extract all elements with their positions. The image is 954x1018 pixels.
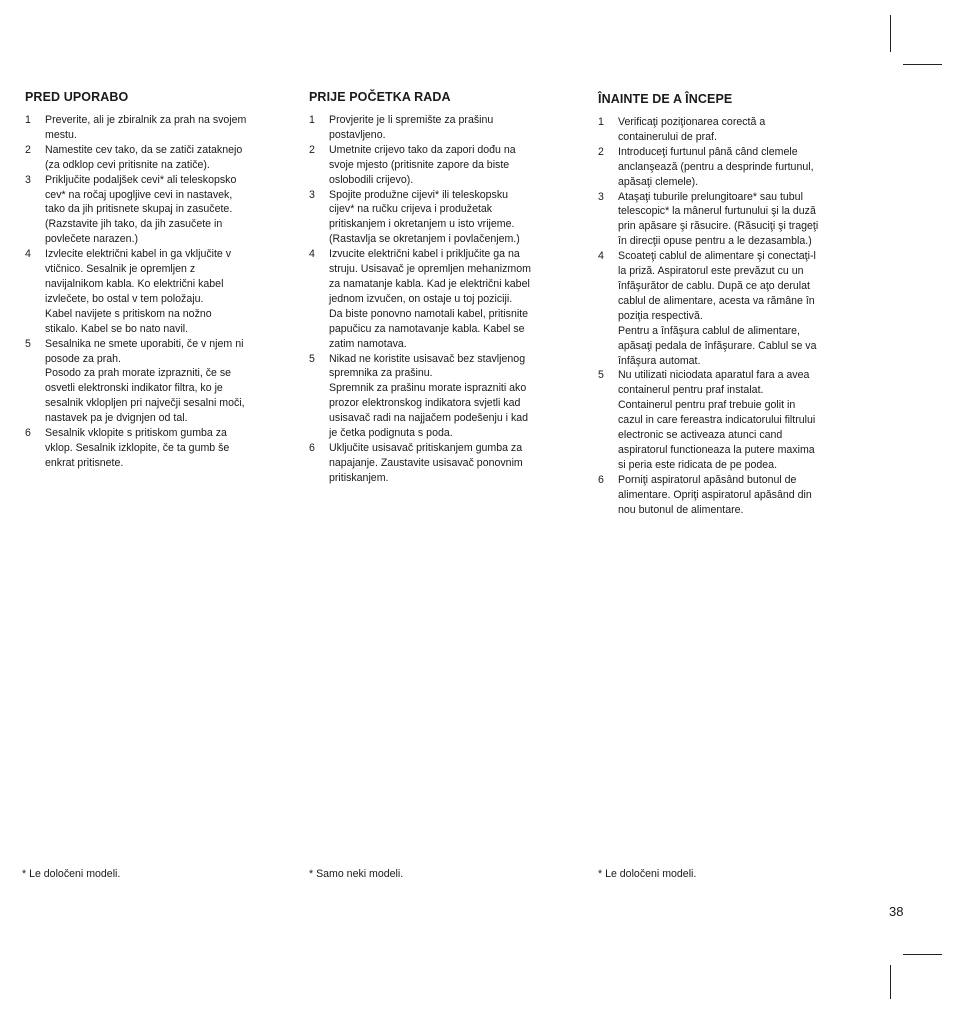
item-number: 5 xyxy=(25,337,31,350)
list-item xyxy=(598,249,868,368)
item-number: 2 xyxy=(309,143,315,156)
section-heading: ÎNAINTE DE A ÎNCEPE xyxy=(598,92,733,106)
item-body xyxy=(618,368,868,472)
item-number: 4 xyxy=(25,248,31,261)
footnote-romanian: * Le določeni modeli. xyxy=(598,868,697,880)
item-paragraph: Sesalnika ne smete uporabiti, če v njem ni posode za prah. xyxy=(45,337,244,365)
list-item xyxy=(598,115,868,145)
item-body xyxy=(45,143,290,173)
item-paragraph: Namestite cev tako, da se zatiči zataknejo (za odklop cevi pritisnite na zatiče). xyxy=(45,143,243,171)
item-paragraph: Umetnite crijevo tako da zapori dođu na svoje mjesto (pritisnite zapore da biste oslobodili crijevo). xyxy=(329,143,516,186)
item-paragraph: Scoateţi cablul de alimentare şi conectaţi-l la priză. Aspiratorul este prevăzut cu un înfăşurător de cablu. După ce aţo derulat cablul de alimentare, acesta va rămâne în poziţia respectivă. xyxy=(618,250,816,322)
item-paragraph: Porniţi aspiratorul apăsând butonul de alimentare. Opriţi aspiratorul apăsând din nou butonul de alimentare. xyxy=(618,473,812,516)
item-number: 1 xyxy=(598,116,604,128)
item-body xyxy=(618,473,868,518)
list-item xyxy=(598,190,868,250)
section-heading: PRED UPORABO xyxy=(25,90,129,104)
item-paragraph: Izvucite električni kabel i priključite ga na struju. Usisavač je opremljen mehanizmom za namatanje kabla. Kad je električni kabel jednom izvučen, on ostaje u toj poziciji. xyxy=(329,248,531,305)
item-body xyxy=(618,249,868,368)
column-slovenian xyxy=(25,90,290,471)
item-body xyxy=(45,113,290,143)
item-paragraph: Pentru a înfăşura cablul de alimentare, apăsaţi pedala de înfăşurare. Cablul se va înfăşura automat. xyxy=(618,324,817,367)
list-item xyxy=(309,188,579,248)
item-paragraph: Provjerite je li spremište za prašinu postavljeno. xyxy=(329,114,494,141)
footnote-croatian: * Samo neki modeli. xyxy=(309,868,404,880)
item-number: 4 xyxy=(309,248,315,261)
item-body xyxy=(329,188,579,248)
item-paragraph: Spremnik za prašinu morate isprazniti ako prozor elektronskog indikatora svjetli kad usisavač radi na najjačem podešenju i kad je četka podignuta s poda. xyxy=(329,382,529,440)
item-body xyxy=(329,247,579,351)
item-body xyxy=(329,441,579,486)
item-paragraph: Nu utilizati niciodata aparatul fara a avea containerul pentru praf instalat. xyxy=(618,369,810,397)
list-item xyxy=(25,247,290,336)
item-number: 2 xyxy=(25,143,31,156)
item-body xyxy=(329,143,579,188)
item-number: 1 xyxy=(309,114,315,126)
item-number: 4 xyxy=(598,250,604,263)
item-number: 2 xyxy=(598,145,604,158)
item-paragraph: Uključite usisavač pritiskanjem gumba za napajanje. Zaustavite usisavač ponovnim pritiskanjem. xyxy=(329,441,523,484)
item-number: 1 xyxy=(25,114,31,126)
list-item xyxy=(309,143,579,188)
section-heading: PRIJE POČETKA RADA xyxy=(309,90,451,104)
crop-mark-top-horizontal xyxy=(903,64,942,65)
list-item xyxy=(25,143,290,173)
item-body xyxy=(45,173,290,248)
item-number: 3 xyxy=(309,188,315,201)
item-paragraph: Izvlecite električni kabel in ga vključite v vtičnico. Sesalnik je opremljen z navijalnikom kabla. Ko električni kabel izvlečete, bo ostal v tem položaju. xyxy=(45,248,232,305)
item-paragraph: Ataşaţi tuburile prelungitoare* sau tubul telescopic* la mânerul furtunului şi la duză prin apăsare şi răsucire. (Răsuciţi şi trageţi în direcţii opuse pentru a le dezasambla.) xyxy=(618,190,819,248)
item-number: 6 xyxy=(598,473,604,486)
item-paragraph: Spojite produžne cijevi* ili teleskopsku cijev* na ručku crijeva i produžetak pritiskanjem i okretanjem u isto vrijeme. (Rastavlja se okretanjem i povlačenjem.) xyxy=(329,188,520,246)
item-body xyxy=(45,426,290,471)
item-paragraph: Containerul pentru praf trebuie golit in cazul in care fereastra indicatorului filtrului electronic se activeaza atunci cand aspiratorul functioneaza la putere maxima si peria este ridicata de pe podea. xyxy=(618,399,816,471)
list-item xyxy=(309,247,579,351)
list-item xyxy=(25,426,290,471)
item-paragraph: Preverite, ali je zbiralnik za prah na svojem mestu. xyxy=(45,114,247,141)
item-number: 3 xyxy=(598,190,604,203)
item-number: 3 xyxy=(25,173,31,186)
item-body xyxy=(618,190,868,250)
footnote-slovenian: * Le določeni modeli. xyxy=(22,868,121,880)
list-item xyxy=(598,368,868,472)
item-body xyxy=(618,115,868,145)
crop-mark-bottom-vertical xyxy=(890,965,891,999)
page-number: 38 xyxy=(889,904,904,919)
item-paragraph: Introduceţi furtunul până când clemele anclanşează (pentru a desprinde furtunul, apăsaţi clemele). xyxy=(618,145,814,188)
item-number: 6 xyxy=(25,427,31,440)
list-item xyxy=(309,113,579,143)
list-item xyxy=(25,113,290,143)
column-croatian xyxy=(309,90,579,486)
item-paragraph: Nikad ne koristite usisavač bez stavljenog spremnika za prašinu. xyxy=(329,352,526,380)
item-body xyxy=(618,145,868,190)
item-paragraph: Sesalnik vklopite s pritiskom gumba za vklop. Sesalnik izklopite, če ta gumb še enkrat pritisnete. xyxy=(45,427,230,469)
item-paragraph: Kabel navijete s pritiskom na nožno stikalo. Kabel se bo nato navil. xyxy=(45,307,212,335)
item-number: 5 xyxy=(598,369,604,382)
item-body xyxy=(329,113,579,143)
item-number: 5 xyxy=(309,352,315,365)
column-romanian xyxy=(598,92,868,517)
list-item xyxy=(309,352,579,441)
crop-mark-bottom-horizontal xyxy=(903,954,942,955)
item-body xyxy=(45,337,290,426)
item-paragraph: Da biste ponovno namotali kabel, pritisnite papučicu za namotavanje kabla. Kabel se zatim namotava. xyxy=(329,307,529,350)
item-paragraph: Verificaţi poziţionarea corectă a containerului de praf. xyxy=(618,116,766,143)
list-item xyxy=(598,473,868,518)
list-item xyxy=(25,173,290,248)
list-item xyxy=(309,441,579,486)
item-body xyxy=(329,352,579,441)
list-item xyxy=(25,337,290,426)
item-body xyxy=(45,247,290,336)
item-paragraph: Posodo za prah morate izprazniti, če se osvetli elektronski indikator filtra, ko je sesalnik vklopljen pri največji sesalni moči, nastavek pa je dvignjen od tal. xyxy=(45,367,245,425)
item-number: 6 xyxy=(309,441,315,454)
crop-mark-top-vertical xyxy=(890,15,891,52)
list-item xyxy=(598,145,868,190)
item-paragraph: Priključite podaljšek cevi* ali teleskopsko cev* na ročaj upogljive cevi in nastavek, tako da jih pritisnete skupaj in zasučete. (Razstavite jih tako, da jih zasučete in povlečete narazen.) xyxy=(45,173,237,246)
